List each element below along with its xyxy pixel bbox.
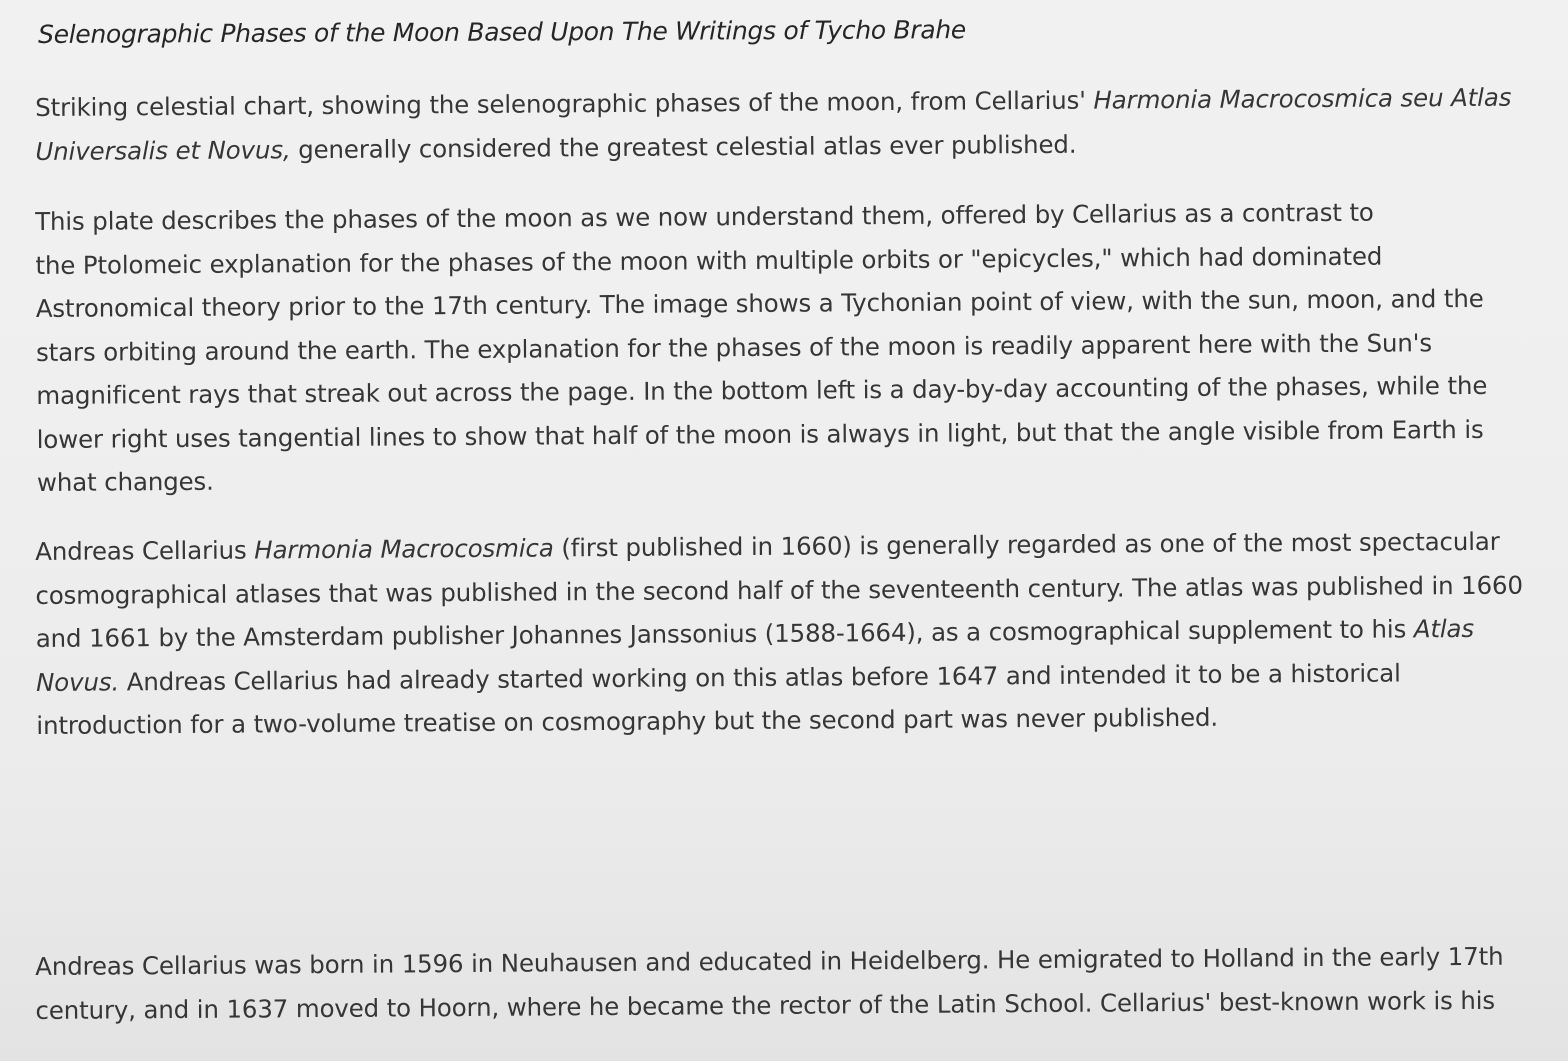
text-line: stars orbiting around the earth. The explanation for the phases of the moon is readily apparent here with the Sun's (35, 327, 1432, 367)
text-line: This plate describes the phases of the moon as we now understand them, offered by Cellarius as a contrast to (35, 197, 1374, 236)
text-line: lower right uses tangential lines to show that half of the moon is always in light, but that the angle visible from Earth is (36, 414, 1484, 454)
paragraph-atlas-history (35, 519, 1561, 747)
text-line: magnificent rays that streak out across the page. In the bottom left is a day-by-day accounting of the phases, while the (36, 370, 1488, 410)
text-line: Andreas Cellarius was born in 1596 in Neuhausen and educated in Heidelberg. He emigrated to Holland in the early 17th (35, 941, 1504, 981)
text-line: Novus. Andreas Cellarius had already started working on this atlas before 1647 and intended it to be a historical (35, 657, 1401, 697)
text-line: introduction for a two-volume treatise on cosmography but the second part was never published. (36, 702, 1219, 740)
text-line: century, and in 1637 moved to Hoorn, where he became the rector of the Latin School. Cellarius' best-known work is his (35, 985, 1496, 1025)
paragraph-biography (35, 934, 1561, 1032)
paragraph-plate-description (35, 189, 1562, 504)
text-line: Universalis et Novus, generally considered the greatest celestial atlas ever published. (35, 129, 1077, 166)
text-line: what changes. (36, 466, 214, 497)
paragraph-intro (35, 75, 1561, 173)
text-line: Striking celestial chart, showing the selenographic phases of the moon, from Cellarius' Harmonia Macrocosmica seu Atlas (35, 82, 1512, 122)
text-line: Andreas Cellarius Harmonia Macrocosmica (first published in 1660) is generally regarded as one of the most spectacular (35, 526, 1500, 566)
text-line: cosmographical atlases that was published in the second half of the seventeenth century. The atlas was published in 1660 (35, 570, 1523, 610)
text-line: Astronomical theory prior to the 17th century. The image shows a Tychonian point of view, with the sun, moon, and the (35, 283, 1484, 323)
document-title: Selenographic Phases of the Moon Based Upon The Writings of Tycho Brahe (38, 15, 967, 49)
text-line: the Ptolomeic explanation for the phases of the moon with multiple orbits or "epicycles," which had dominated (35, 241, 1383, 280)
text-line: and 1661 by the Amsterdam publisher Johannes Janssonius (1588-1664), as a cosmographical supplement to his Atlas (35, 613, 1475, 653)
